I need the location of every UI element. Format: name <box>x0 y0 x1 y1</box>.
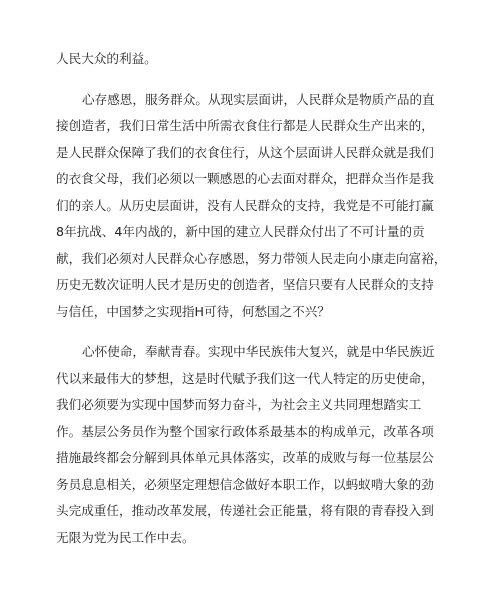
text-line: 8年抗战、4年内战的，新中国的建立人民群众付出了不可计量的贡 <box>56 224 425 239</box>
text-line: 无限为党为民工作中去。 <box>56 529 195 545</box>
paragraph-mission-youth <box>56 339 461 551</box>
text-line: 是人民群众保障了我们的衣食住行，从这个层面讲人民群众就是我们 <box>56 144 434 160</box>
text-line: 人民大众的利益。 <box>56 51 157 66</box>
text-line: 务员息息相关，必须坚定理想信念做好本职工作，以蚂蚁啃大象的劲 <box>56 476 434 492</box>
text-line: 历史无数次证明人民才是历史的创造者，坚信只要有人民群众的支持 <box>56 277 434 292</box>
text-line: 头完成重任，推动改革发展，传递社会正能量，将有限的青春投入到 <box>56 503 434 518</box>
text-line: 措施最终都会分解到具体单元具体落实，改革的成败与每一位基层公 <box>56 450 434 465</box>
text-line: 我们必须要为实现中国梦而努力奋斗，为社会主义共同理想踏实工 <box>56 397 422 412</box>
paragraph-serve-the-people <box>56 87 461 326</box>
text-line: 心存感恩，服务群众。从现实层面讲，人民群众是物质产品的直 <box>82 91 435 107</box>
text-line: 与信任，中国梦之实现指H可待，何愁国之不兴？ <box>56 303 330 319</box>
text-line: 献，我们必须对人民群众心存感恩，努力带领人民走向小康走向富裕， <box>56 250 447 266</box>
text-line: 作。基层公务员作为整个国家行政体系最基本的构成单元，改革各项 <box>56 423 434 439</box>
text-line: 接创造者，我们日常生活中所需衣食住行都是人民群众生产出来的， <box>56 118 434 133</box>
text-line: 代以来最伟大的梦想，这是时代赋予我们这一代人特定的历史使命， <box>56 370 434 386</box>
text-line: 的衣食父母，我们必须以一颗感恩的心去面对群众，把群众当作是我 <box>56 171 434 186</box>
document-page <box>56 46 461 551</box>
text-line: 心怀使命，奉献青春。实现中华民族伟大复兴，就是中华民族近 <box>82 344 435 359</box>
text-line: 们的亲人。从历史层面讲，没有人民群众的支持，我党是不可能打赢 <box>56 197 434 213</box>
